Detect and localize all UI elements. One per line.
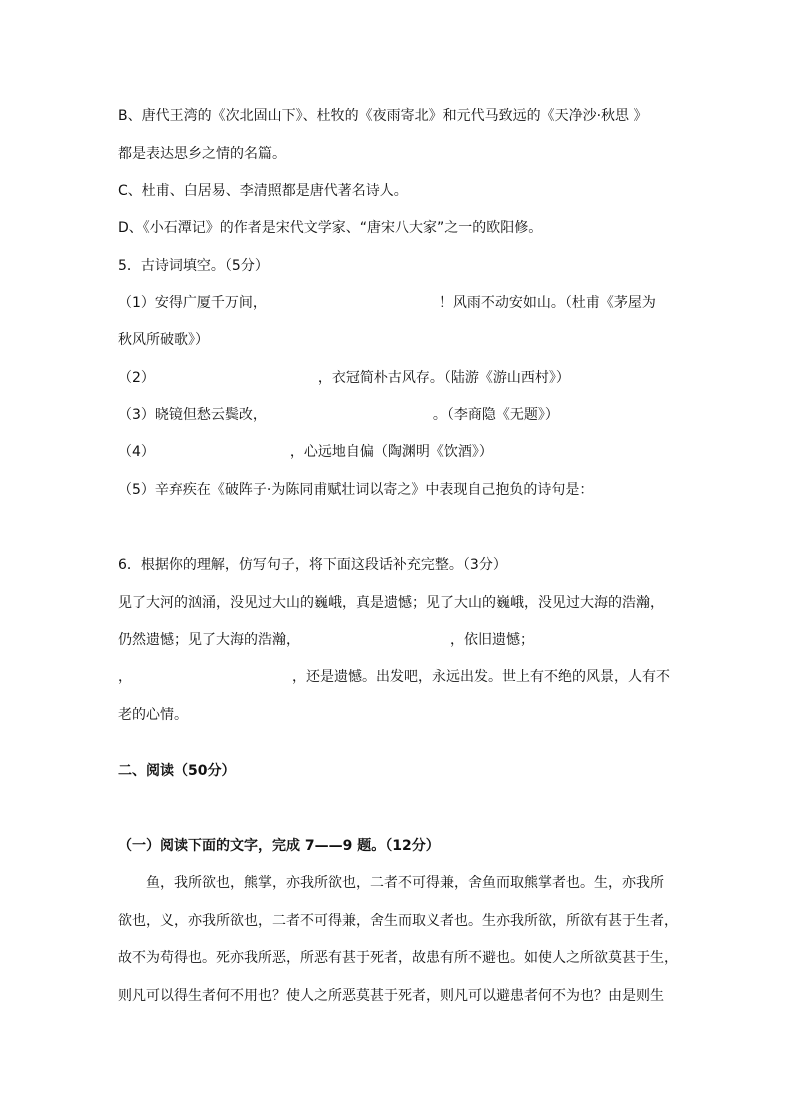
- q6-line-3: [118, 668, 670, 686]
- q5-item-4: [118, 443, 493, 461]
- passage-line-3: 故不为苟得也。死亦我所恶，所恶有甚于死者，故患有所不避也。如使人之所欲莫甚于生，: [118, 950, 678, 966]
- question-5-title: 5．古诗词填空。（5分）: [118, 258, 269, 274]
- q5-item-5: （5）辛弃疾在《破阵子·为陈同甫赋壮词以寄之》中表现自己抱负的诗句是：: [118, 482, 594, 498]
- q5-3-before: （3）晓镜但愁云鬓改，: [118, 407, 267, 423]
- q5-item-3: [118, 406, 559, 424]
- q6-3-before: ，: [118, 669, 132, 685]
- section-2-heading: 二、阅读（50分）: [118, 763, 236, 779]
- q5-2-after: ，衣冠简朴古风存。（陆游《游山西村》）: [317, 370, 570, 386]
- q6-2-before: 仍然遗憾；见了大海的浩瀚，: [118, 632, 300, 648]
- option-b-line1: B、唐代王湾的《次北固山下》、杜牧的《夜雨寄北》和元代马致远的《天净沙·秋思 》: [118, 108, 648, 124]
- q5-item-1: [118, 294, 656, 312]
- q6-line-1: 见了大河的汹涌，没见过大山的巍峨，真是遗憾；见了大山的巍峨，没见过大海的浩瀚，: [118, 595, 664, 611]
- q6-2-after: ，依旧遗憾；: [450, 632, 534, 648]
- option-c: C、杜甫、白居易、李清照都是唐代著名诗人。: [118, 183, 408, 199]
- passage-line-4: 则凡可以得生者何不用也？使人之所恶莫甚于死者，则凡可以避患者何不为也？由是则生: [118, 988, 664, 1004]
- passage-line-2: 欲也，义，亦我所欲也，二者不可得兼，舍生而取义者也。生亦我所欲，所欲有甚于生者，: [118, 913, 678, 929]
- q5-2-before: （2）: [118, 370, 155, 386]
- q5-4-after: ，心远地自偏（陶渊明《饮酒》）: [289, 444, 493, 460]
- q5-1-after: ！风雨不动安如山。（杜甫《茅屋为: [438, 295, 656, 311]
- subsection-1-heading: （一）阅读下面的文字，完成 7——9 题。（12分）: [118, 838, 440, 854]
- q6-line-4: 老的心情。: [118, 707, 188, 723]
- option-d: D、《小石潭记》的作者是宋代文学家、“唐宋八大家”之一的欧阳修。: [118, 220, 543, 236]
- passage-line-1: 鱼，我所欲也，熊掌，亦我所欲也，二者不可得兼，舍鱼而取熊掌者也。生，亦我所: [146, 875, 664, 891]
- q6-line-2: [118, 631, 534, 649]
- question-6-title: 6．根据你的理解，仿写句子，将下面这段话补充完整。（3分）: [118, 557, 507, 573]
- q5-item-2: [118, 369, 570, 387]
- q5-3-after: 。（李商隐《无题》）: [432, 407, 559, 423]
- q6-3-after: ，还是遗憾。出发吧，永远出发。世上有不绝的风景，人有不: [292, 669, 670, 685]
- option-b-line2: 都是表达思乡之情的名篇。: [118, 146, 286, 162]
- q5-item-1-cont: 秋风所破歌》）: [118, 332, 209, 348]
- q5-4-before: （4）: [118, 444, 155, 460]
- q5-1-before: （1）安得广厦千万间，: [118, 295, 267, 311]
